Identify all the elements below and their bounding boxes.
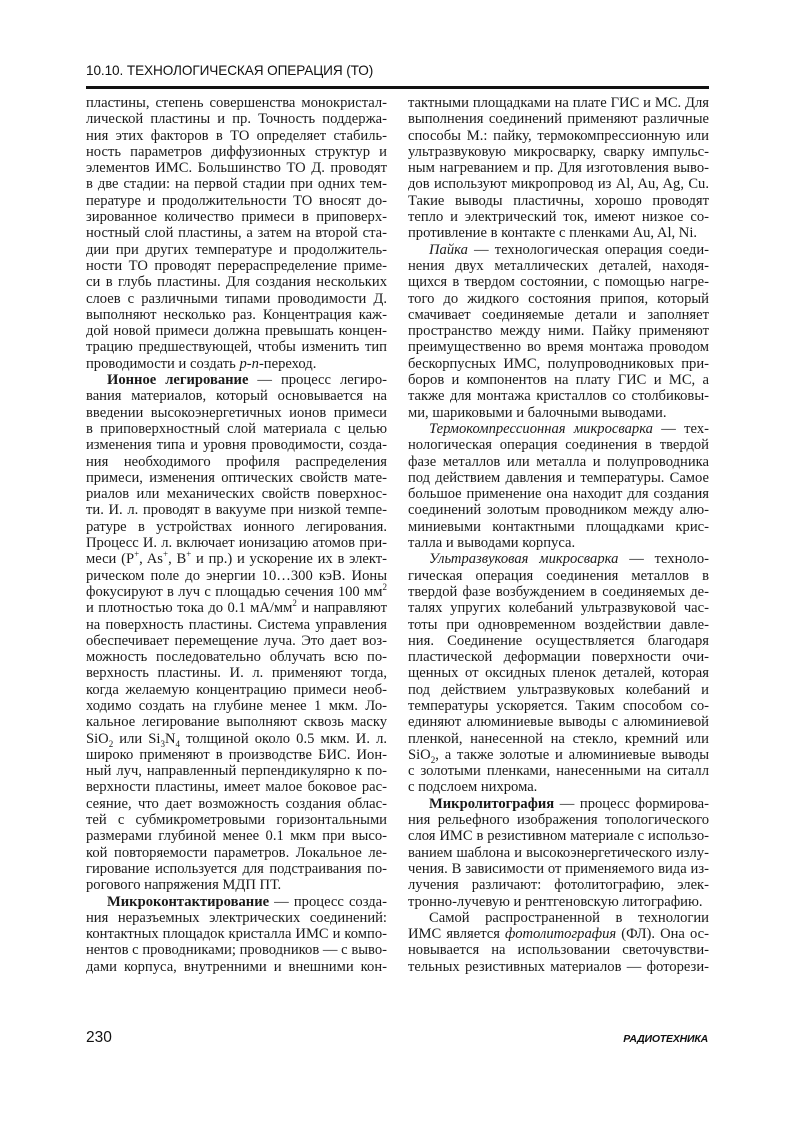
text-line: с подслоем нихрома. xyxy=(408,779,538,796)
text-line: гическая операция соединения металлов в xyxy=(408,567,709,584)
text-line: ния рельефного изображения топологического xyxy=(408,812,709,829)
text-line: большое применение она находит для создания xyxy=(408,486,709,503)
text-line: дии при других температуре и продолжитель- xyxy=(86,241,387,258)
text-line: ным нагреванием и пр. Для изготовления выво- xyxy=(408,160,709,177)
text-line: на поверхность пластины. Система управления xyxy=(86,616,387,633)
text-line: введении высокоэнергетичных ионов примеси xyxy=(86,404,387,421)
right-column xyxy=(408,95,709,975)
text-line: щихся в твердом состоянии, с помощью нагре- xyxy=(408,274,709,291)
text-line: нения двух металлических деталей, находя- xyxy=(408,257,709,274)
text-line: ния этих факторов в ТО определяет стабиль- xyxy=(86,127,387,144)
text-line: размерами глубиной менее 0.1 мкм при высо- xyxy=(86,828,387,845)
text-line: ностный слой пластины, а затем на второй ста- xyxy=(86,225,387,242)
text-line: выполняют несколько раз. Концентрация каж- xyxy=(86,306,387,323)
header-rule xyxy=(86,86,709,89)
term-microcontacting: Микроконтактирование xyxy=(107,893,270,910)
text-line: широко применяют в производстве БИС. Ион- xyxy=(86,746,387,763)
text-line: пластической деформации поверхности очи- xyxy=(408,649,709,666)
text-line: ультразвуковую микросварку, сварку импульс- xyxy=(408,143,709,160)
text-line: пленкой, нанесенной на стекло, кремний или xyxy=(408,730,709,747)
text-line: соединений золотым проводником между алю- xyxy=(408,502,709,519)
text-line: с золотыми пленками, нанесенными на ситалл xyxy=(408,763,709,780)
text-line: можность последовательно облучать всю по- xyxy=(86,649,387,666)
term-photolithography: фотолитография xyxy=(505,926,617,943)
text-line: того до жидкого состояния припоя, который xyxy=(408,290,709,307)
text-line: тоты при одновременном воздействии давле- xyxy=(408,616,709,633)
text-line: ния необходимого профиля распределения xyxy=(86,453,387,470)
text-line: миниевыми контактными площадками крис- xyxy=(408,518,709,535)
text-line: Процесс И. л. включает ионизацию атомов при- xyxy=(86,535,387,552)
text-line: ИМС является фотолитография (ФЛ). Она ос- xyxy=(408,926,709,943)
text-line: тепло и электрический ток, имеют низкое со- xyxy=(408,209,709,226)
text-line: ный луч, направленный перпендикулярно к по- xyxy=(86,763,387,780)
text-line: ратуре в устройствах ионного легирования. xyxy=(86,518,387,535)
text-line: смачивает соединяемые детали и заполняет xyxy=(408,306,709,323)
term-ion-doping: Ионное легирование xyxy=(107,372,249,389)
text-line: преимущественно во время монтажа проводом xyxy=(408,339,709,356)
text-line: пластины, степень совершенства монокристал- xyxy=(86,95,387,111)
ions-line: меси (P+, As+, B+ и пр.) и ускорение их в элект- xyxy=(86,549,387,568)
text-line: обеспечивает перемещение луча. Это дает воз- xyxy=(86,632,387,649)
text-line: способы М.: пайку, термокомпрессионную или xyxy=(408,127,709,144)
paragraph-microlithography: Микролитография — процесс формирова- xyxy=(429,795,709,812)
paragraph-ion-doping: Ионное легирование — процесс легиро- xyxy=(107,372,387,389)
paragraph-thermocompression: Термокомпрессионная микросварка — тех- xyxy=(429,420,709,437)
text-line: слоя ИМС в резистивном материале с использо- xyxy=(408,828,709,845)
text-line: фазе металлов или металла и полупроводника xyxy=(408,453,709,470)
text-line: Такие выводы пластичны, хорошо проводят xyxy=(408,192,709,209)
page-number: 230 xyxy=(86,1029,112,1046)
text-line: ния. Соединение осуществляется благодаря xyxy=(408,632,709,649)
text-line: единяют алюминиевые выводы с алюминиевой xyxy=(408,714,709,731)
text-line: лической пластины и пр. Точность поддержа- xyxy=(86,111,387,128)
text-line: ти. И. л. проводят в вакууме при низкой темпе- xyxy=(86,502,387,519)
text-line: ванием шаблона и высокоэнергетического излу- xyxy=(408,844,709,861)
text-line: талла и выводами корпуса. xyxy=(408,535,576,552)
text-line: элементов ИМС. Большинство ТО Д. проводят xyxy=(86,160,387,177)
text-line: щенных от оксидных пленок деталей, которая xyxy=(408,665,709,682)
mask-line: SiO$_2$ или $Si_3N_4$ толщиной около 0.5 мкм. И. л. xyxy=(86,730,388,749)
text-line: слоев с различными типами проводимости Д. xyxy=(86,290,387,307)
term-thermocompression: Термокомпрессионная микросварка xyxy=(429,420,653,437)
text-line: сеяние, что дает возможность создания облас- xyxy=(86,795,387,812)
running-header-title: 10.10. ТЕХНОЛОГИЧЕСКАЯ ОПЕРАЦИЯ (ТО) xyxy=(86,63,374,78)
term-ultrasonic: Ультразвуковая микросварка xyxy=(429,551,619,568)
text-line: пературе и продолжительности ТО вносят до- xyxy=(86,192,387,209)
paragraph-ultrasonic: Ультразвуковая микросварка — техноло- xyxy=(429,551,709,568)
text-line: рическом поле до энергии 10…300 кэВ. Ионы xyxy=(86,567,387,584)
text-line: вания материалов, который основывается на xyxy=(86,388,387,405)
text-line: нологическая операция соединения в твердой xyxy=(408,437,709,454)
text-line: рогового напряжения МДП ПТ. xyxy=(86,877,282,894)
pn-junction-term: p-n xyxy=(239,355,259,372)
left-column xyxy=(86,95,387,975)
text-line: и плотностью тока до 0.1 $мА/мм^2$ и направляют xyxy=(86,598,387,617)
text-line: пространство между ними. Пайку применяют xyxy=(408,323,709,340)
text-line: под действием ультразвуковых колебаний и xyxy=(408,681,709,698)
text-line: примеси, изменения оптических свойств мате- xyxy=(86,469,387,486)
text-line: проводимости и создать p-n-переход. xyxy=(86,355,317,372)
text-line: фокусируют в луч с площадью сечения 100 $мм^2$ xyxy=(86,582,387,600)
term-microlithography: Микролитография xyxy=(429,795,555,812)
text-line: ность параметров диффузионных структур и xyxy=(86,143,387,160)
text-line: боров и компонентов на плату ГИС и МС, а xyxy=(408,372,709,389)
text-line: бескорпусных ИМС, полупроводниковых при- xyxy=(408,355,709,372)
text-line: гирование используется для подстраивания по- xyxy=(86,860,387,877)
paragraph-microcontacting: Микроконтактирование — процесс созда- xyxy=(107,893,387,910)
text-line: кой повторяемости параметров. Локальное ле- xyxy=(86,844,387,861)
text-line: тронно-лучевую и рентгеновскую литографию. xyxy=(408,893,703,910)
text-line: чения. В зависимости от применяемого вида из- xyxy=(408,860,709,877)
text-line: ния неразъемных электрических соединений: xyxy=(86,909,387,926)
text-line: тей с субмикрометровыми горизонтальными xyxy=(86,812,387,829)
book-title: РАДИОТЕХНИКА xyxy=(623,1033,708,1045)
text-line: также для монтажа кристаллов со столбиковы- xyxy=(408,388,709,405)
text-line: в две стадии: на первой стадии при одних тем- xyxy=(86,176,387,193)
text-line: кальное легирование выполняют сквозь маску xyxy=(86,714,387,731)
text-line: зированное количество примеси в приповерх- xyxy=(86,209,387,226)
text-line: риалов или механических свойств поверхнос- xyxy=(86,486,387,503)
text-line: под действием давления и температуры. Самое xyxy=(408,469,709,486)
text-line: дами корпуса, внутренними и внешними кон- xyxy=(86,958,387,975)
text-line: талях упругих колебаний ультразвуковой час- xyxy=(408,600,709,617)
text-line: изменения типа и уровня проводимости, созда- xyxy=(86,437,387,454)
text-line: ходимо создать на глубине менее 1 мкм. Ло- xyxy=(86,697,387,714)
text-line: контактных площадок кристалла ИМС и компо- xyxy=(86,926,387,943)
text-line: новывается на использовании светочувстви- xyxy=(408,942,709,959)
text-line: ности ТО проводят перераспределение приме- xyxy=(86,257,387,274)
text-line: лучения различают: фотолитографию, элек- xyxy=(408,877,709,894)
text-line: си в глубь пластины. Для создания нескольких xyxy=(86,274,387,291)
text-line: противление в контакте с пленками Au, Al, Ni. xyxy=(408,225,698,242)
text-line: верхности пластины, имеет малое боковое рас- xyxy=(86,779,387,796)
text-line: температуры ускоряется. Таким способом со- xyxy=(408,697,709,714)
text-line: дой новой примеси должна превышать концен- xyxy=(86,323,387,340)
text-line: когда желаемую концентрацию примеси необ- xyxy=(86,681,387,698)
text-line: в приповерхностный слой материала с целью xyxy=(86,420,387,437)
text-line: твердой фазе возбуждением в соединяемых де- xyxy=(408,583,709,600)
text-line: тельных резистивных материалов — фоторези- xyxy=(408,958,709,975)
text-line: верхность пластины. И. л. применяют тогда, xyxy=(86,665,387,682)
text-line: выполнения соединений применяют различные xyxy=(408,111,709,128)
text-line: тактными площадками на плате ГИС и МС. Для xyxy=(408,95,709,111)
term-soldering: Пайка xyxy=(429,241,468,258)
text-line: ми, шариковыми и балочными выводами. xyxy=(408,404,667,421)
text-line: трацию предшествующей, чтобы изменить тип xyxy=(86,339,387,356)
sio2-line: SiO$_2$, а также золотые и алюминиевые выводы xyxy=(408,746,709,765)
paragraph-photolithography: Самой распространенной в технологии xyxy=(429,909,709,926)
paragraph-soldering: Пайка — технологическая операция соеди- xyxy=(429,241,709,258)
text-line: дов используют микропровод из Al, Au, Ag, Cu. xyxy=(408,176,709,193)
text-line: нентов с проводниками; проводников — с выво- xyxy=(86,942,387,959)
